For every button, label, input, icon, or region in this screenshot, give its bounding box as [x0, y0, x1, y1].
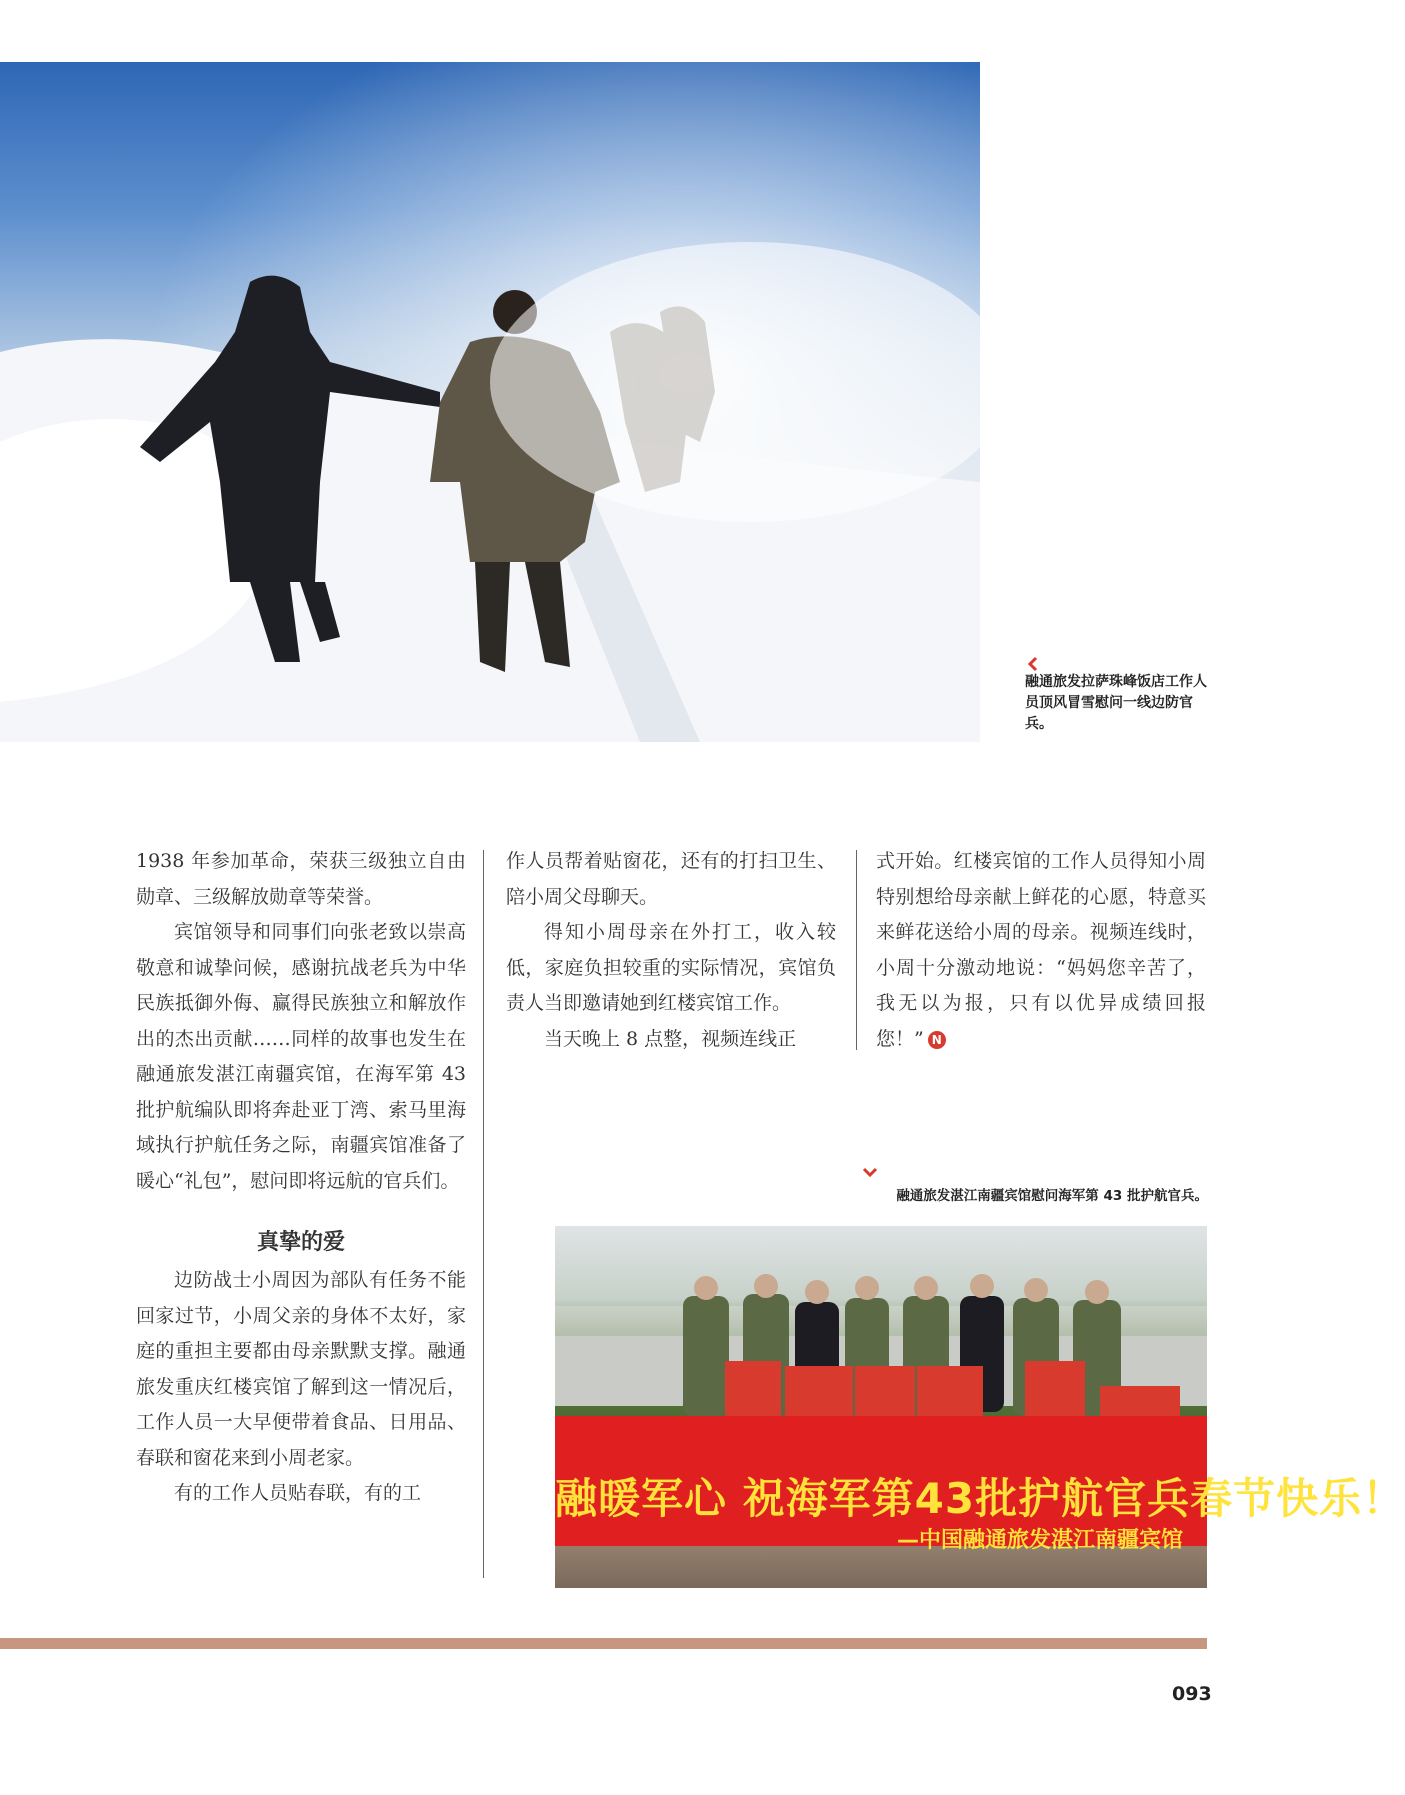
- paragraph: 得知小周母亲在外打工，收入较低，家庭负担较重的实际情况，宾馆负责人当即邀请她到红楼宾馆工作。: [506, 921, 836, 1014]
- paragraph: 1938 年参加革命，荣获三级独立自由勋章、三级解放勋章等荣誉。: [136, 850, 466, 908]
- article-column-1: [136, 844, 466, 1512]
- magazine-end-mark-icon: N: [928, 1031, 946, 1049]
- article-column-3: [876, 844, 1206, 1057]
- paragraph: 有的工作人员贴春联，有的工: [174, 1482, 422, 1504]
- snow-scene-illustration: [0, 62, 980, 742]
- footer-bar: [0, 1638, 1207, 1649]
- snow-photo: [0, 62, 980, 742]
- paragraph: 作人员帮着贴窗花，还有的打扫卫生、陪小周父母聊天。: [506, 850, 836, 908]
- column-divider: [856, 850, 857, 1050]
- banner-slogan: 融暖军心 祝海军第43批护航官兵春节快乐！: [555, 1474, 1405, 1523]
- chevron-down-icon: [862, 1164, 878, 1180]
- page-number: 093: [1172, 1683, 1212, 1705]
- event-photo: [555, 1226, 1405, 1588]
- banner-signature: —中国融通旅发湛江南疆宾馆: [896, 1528, 1183, 1553]
- top-photo-caption: [1025, 656, 1215, 735]
- section-heading: 真挚的爱: [256, 1230, 345, 1255]
- paragraph: 宾馆领导和同事们向张老致以崇高敬意和诚挚问候，感谢抗战老兵为中华民族抵御外侮、赢得民族独立和解放作出的杰出贡献……同样的故事也发生在融通旅发湛江南疆宾馆，在海军第 43 批护航编队即将奔赴亚丁湾、索马里海域执行护航任务之际，南疆宾馆准备了暖心“礼包”，慰问即将远航的官兵们。: [136, 921, 466, 1192]
- paragraph-text: 式开始。红楼宾馆的工作人员得知小周特别想给母亲献上鲜花的心愿，特意买来鲜花送给小周的母亲。视频连线时，小周十分激动地说：“妈妈您辛苦了，我无以为报，只有以优异成绩回报您！”: [876, 850, 1206, 1050]
- paragraph: 边防战士小周因为部队有任务不能回家过节，小周父亲的身体不太好，家庭的重担主要都由母亲默默支撑。融通旅发重庆红楼宾馆了解到这一情况后，工作人员一大早便带着食品、日用品、春联和窗花来到小周老家。: [136, 1269, 466, 1469]
- bottom-photo-caption: [820, 1164, 1208, 1204]
- article-column-2: [506, 844, 836, 1057]
- bottom-photo-caption-text: 融通旅发湛江南疆宾馆慰问海军第 43 批护航官兵。: [896, 1188, 1208, 1204]
- paragraph: 当天晚上 8 点整，视频连线正: [544, 1027, 797, 1050]
- chevron-left-icon: [1025, 656, 1041, 672]
- paragraph: [876, 844, 1206, 1057]
- top-photo-caption-text: 融通旅发拉萨珠峰饭店工作人员顶风冒雪慰问一线边防官兵。: [1025, 674, 1207, 732]
- column-divider: [483, 850, 484, 1578]
